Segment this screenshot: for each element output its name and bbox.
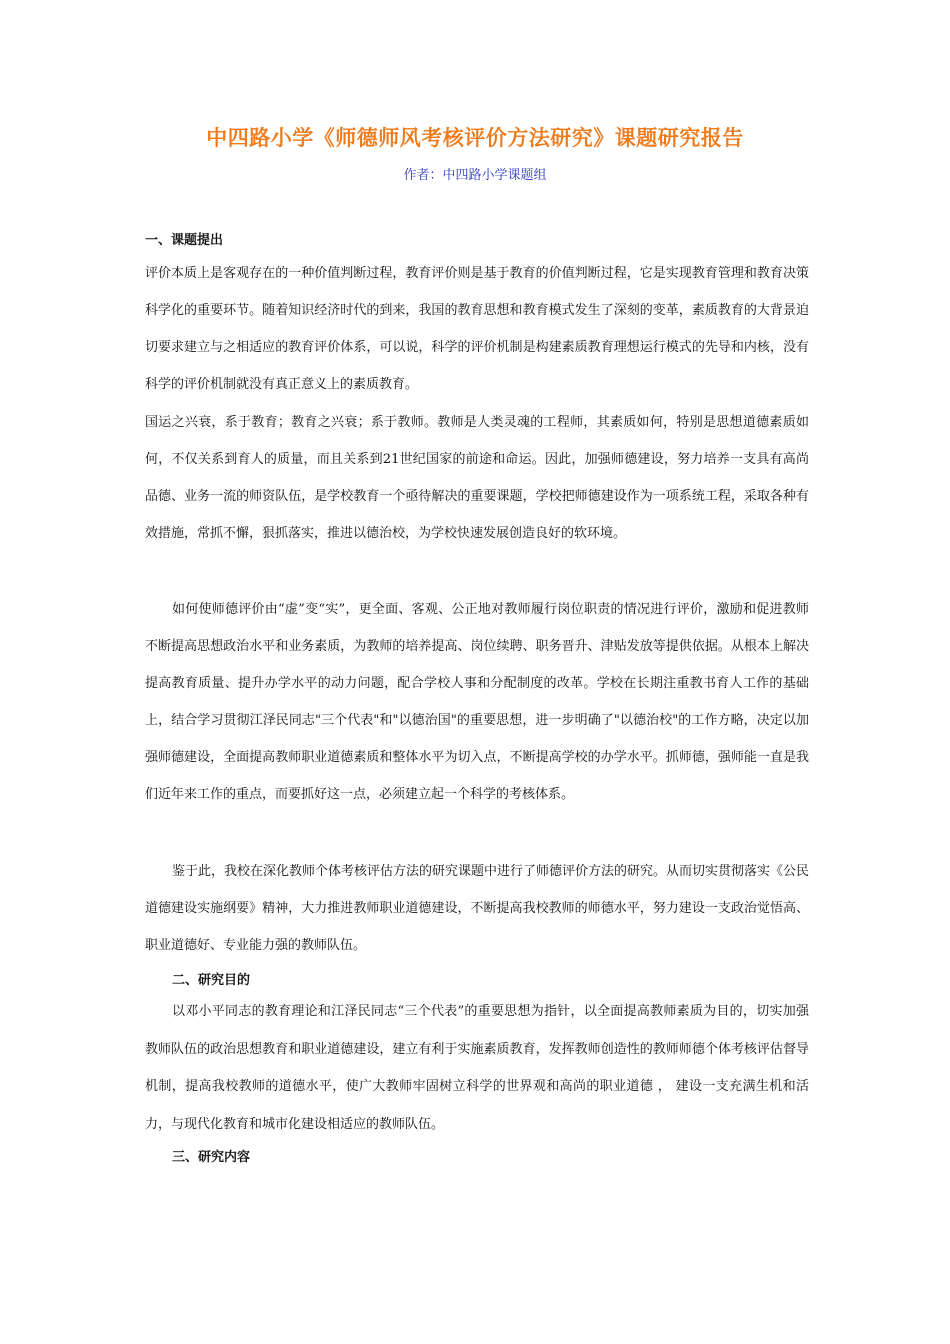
paragraph-2: 国运之兴衰，系于教育；教育之兴衰；系于教师。教师是人类灵魂的工程师，其素质如何，特别是思想道德素质如何，不仅关系到育人的质量，而且关系到21世纪国家的前途和命运。因此，加强师德建设，努力培养一支具有高尚品德、业务一流的师资队伍，是学校教育一个亟待解决的重要课题，学校把师德建设作为一项系统工程，采取各种有效措施，常抓不懈，狠抓落实，推进以德治校，为学校快速发展创造良好的软环境。: [145, 415, 809, 541]
section-heading-2: 二、研究目的: [172, 973, 251, 988]
paragraph-4: 鉴于此，我校在深化教师个体考核评估方法的研究课题中进行了师德评价方法的研究。从而切实贯彻落实《公民道德建设实施纲要》精神，大力推进教师职业道德建设，不断提高我校教师的师德水平，努力建设一支政治觉悟高、职业道德好、专业能力强的教师队伍。: [145, 864, 810, 953]
section-heading-3: 三、研究内容: [172, 1150, 251, 1165]
document-author: 作者：中四路小学课题组: [403, 168, 547, 183]
paragraph-1: 评价本质上是客观存在的一种价值判断过程，教育评价则是基于教育的价值判断过程，它是实现教育管理和教育决策科学化的重要环节。随着知识经济时代的到来，我国的教育思想和教育模式发生了深刻的变革，素质教育的大背景迫切要求建立与之相适应的教育评价体系，可以说，科学的评价机制是构建素质教育理想运行模式的先导和内核，没有科学的评价机制就没有真正意义上的素质教育。: [145, 266, 809, 392]
document-title: 中四路小学《师德师风考核评价方法研究》课题研究报告: [206, 125, 744, 150]
paragraph-3: 如何使师德评价由“虚”变“实”，更全面、客观、公正地对教师履行岗位职责的情况进行评价，激励和促进教师不断提高思想政治水平和业务素质，为教师的培养提高、岗位续聘、职务晋升、津贴发放等提供依据。从根本上解决提高教育质量、提升办学水平的动力问题，配合学校人事和分配制度的改革。学校在长期注重教书育人工作的基础上，结合学习贯彻江泽民同志"三个代表"和"以德治国"的重要思想，进一步明确了"以德治校"的工作方略，决定以加强师德建设，全面提高教师职业道德素质和整体水平为切入点，不断提高学校的办学水平。抓师德，强师能一直是我们近年来工作的重点，而要抓好这一点，必须建立起一个科学的考核体系。: [145, 602, 809, 802]
section-heading-1: 一、课题提出: [145, 233, 224, 248]
paragraph-5: 以邓小平同志的教育理论和江泽民同志“三个代表”的重要思想为指针，以全面提高教师素质为目的，切实加强教师队伍的政治思想教育和职业道德建设，建立有利于实施素质教育，发挥教师创造性的教师师德个体考核评估督导机制，提高我校教师的道德水平，使广大教师牢固树立科学的世界观和高尚的职业道德 ， 建设一支充满生机和活力，与现代化教育和城市化建设相适应的教师队伍。: [145, 1004, 809, 1132]
